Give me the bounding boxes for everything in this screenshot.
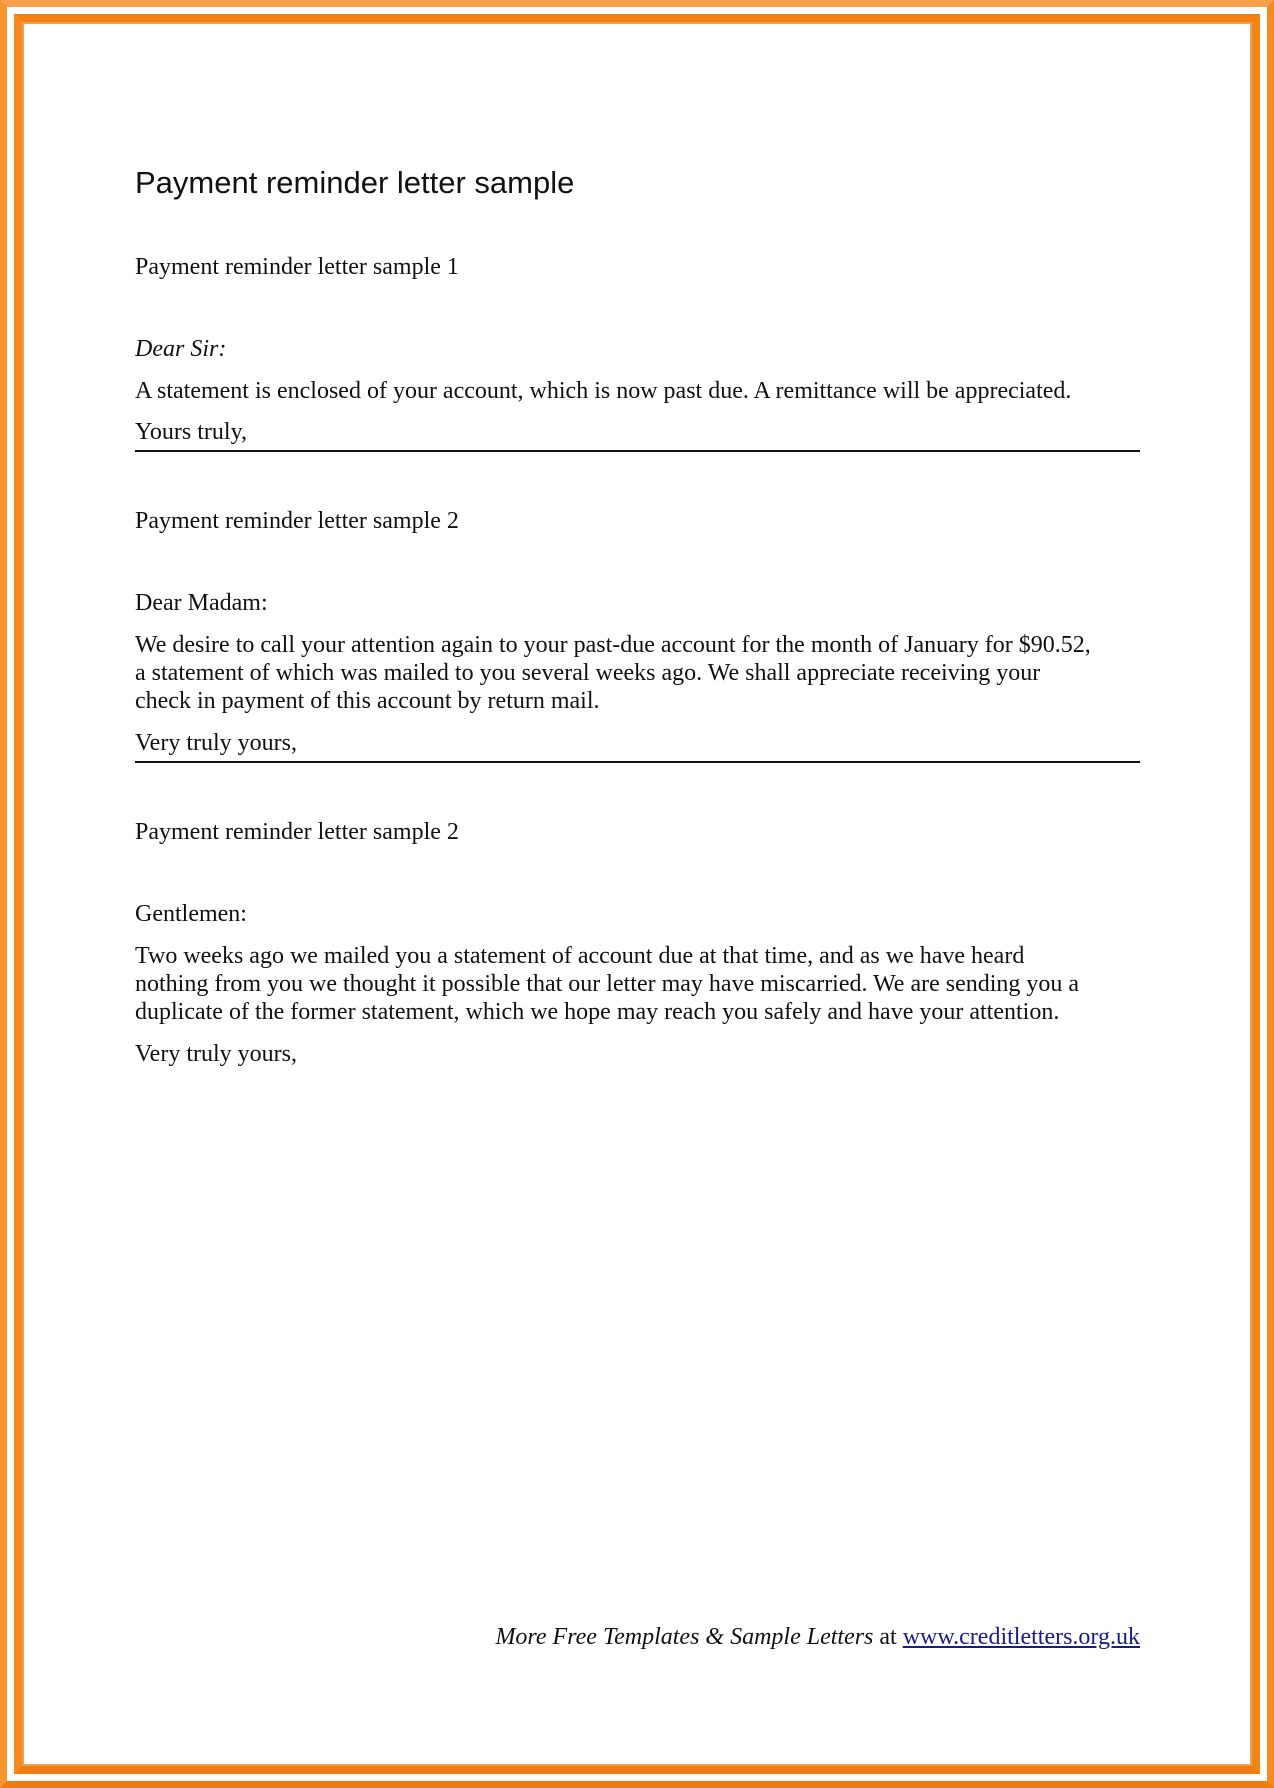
sample-3-body-line-3: duplicate of the former statement, which we hope may reach you safely and have your attention. [135,999,1060,1025]
sample-1-salutation: Dear Sir: [135,336,227,362]
sample-3-heading: Payment reminder letter sample 2 [135,819,459,845]
footer-website-link[interactable]: www.creditletters.org.uk [902,1624,1140,1650]
sample-3-body-line-2: nothing from you we thought it possible that our letter may have miscarried. We are sending you a [135,971,1080,997]
footer-prefix: More Free Templates & Sample Letters [495,1624,874,1650]
sample-2-body-line-1: We desire to call your attention again to your past-due account for the month of January for $90.52, [135,632,1091,658]
sample-1-divider [135,450,1140,452]
sample-1-closing: Yours truly, [135,419,248,445]
frame-thin-line [22,22,1252,1766]
sample-2-salutation: Dear Madam: [135,590,268,616]
sample-3-body-line-1: Two weeks ago we mailed you a statement of account due at that time, and as we have heard [135,943,1025,969]
sample-1-body-line-1: A statement is enclosed of your account, which is now past due. A remittance will be appreciated. [135,378,1072,404]
footer-connector: at [879,1624,897,1650]
sample-2-body-line-2: a statement of which was mailed to you several weeks ago. We shall appreciate receiving your [135,660,1041,686]
sample-3-salutation: Gentlemen: [135,901,247,927]
sample-3-closing: Very truly yours, [135,1041,297,1067]
sample-1-heading: Payment reminder letter sample 1 [135,254,459,280]
sample-2-heading: Payment reminder letter sample 2 [135,508,459,534]
footer-credit [495,1623,1140,1651]
page-title: Payment reminder letter sample [135,165,575,200]
sample-2-body-line-3: check in payment of this account by return mail. [135,688,600,714]
sample-2-divider [135,761,1140,763]
letter-page [135,150,1140,1650]
sample-2-closing: Very truly yours, [135,730,297,756]
